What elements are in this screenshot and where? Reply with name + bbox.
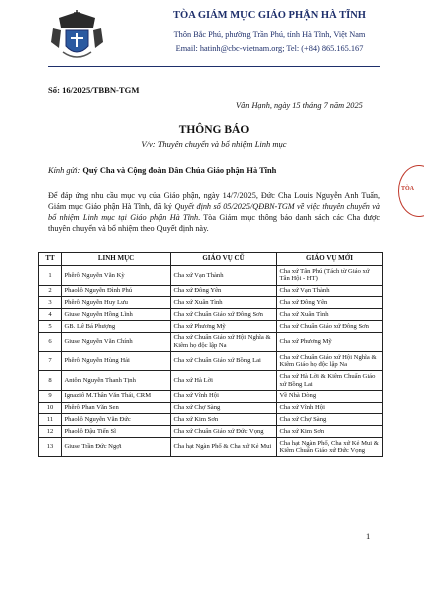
old-post: Cha xứ Xuân Tình bbox=[171, 297, 277, 309]
table-row bbox=[39, 426, 383, 438]
diocese-crest-logo bbox=[49, 8, 105, 66]
diocese-address: Thôn Bắc Phú, phường Trần Phú, tỉnh Hà Tĩnh, Việt Nam bbox=[173, 30, 366, 39]
priest-name: Ignaziô M.Thân Văn Thái, CRM bbox=[62, 390, 171, 402]
priest-name: Antôn Nguyễn Thanh Tịnh bbox=[62, 371, 171, 390]
priest-name: Phaolô Nguyễn Đình Phú bbox=[62, 285, 171, 297]
diocese-contact: Email: hatinh@cbc-vietnam.org; Tel: (+84) 865.165.167 bbox=[175, 44, 364, 53]
old-post: Cha xứ Kim Sơn bbox=[171, 414, 277, 426]
new-post: Cha xứ Hà Lời & Kiêm Chuẩn Giáo xứ Bồng Lai bbox=[277, 371, 383, 390]
old-post: Cha xứ Hà Lời bbox=[171, 371, 277, 390]
header-tt: TT bbox=[39, 253, 62, 266]
table-row bbox=[39, 332, 383, 351]
new-post: Cha hạt Ngàn Phố, Cha xứ Kẻ Mui & Kiêm Chuẩn Giáo xứ Đức Vọng bbox=[277, 437, 383, 456]
priest-name: Phêrô Nguyễn Văn Kỳ bbox=[62, 266, 171, 285]
priest-name: Giuse Nguyễn Văn Chính bbox=[62, 332, 171, 351]
row-number: 1 bbox=[39, 266, 62, 285]
new-post: Cha xứ Vạn Thành bbox=[277, 285, 383, 297]
new-post: Cha xứ Xuân Tình bbox=[277, 309, 383, 321]
table-row bbox=[39, 414, 383, 426]
priest-name: Phêrô Nguyễn Hùng Hải bbox=[62, 352, 171, 371]
recipient-label: Kính gửi: bbox=[48, 166, 81, 175]
old-post: Cha xứ Vĩnh Hội bbox=[171, 390, 277, 402]
table-row bbox=[39, 390, 383, 402]
row-number: 11 bbox=[39, 414, 62, 426]
stamp-text: TÒA bbox=[401, 186, 415, 192]
diocese-name: TÒA GIÁM MỤC GIÁO PHẬN HÀ TĨNH bbox=[173, 10, 366, 21]
old-post: Cha xứ Chợ Sàng bbox=[171, 402, 277, 414]
new-post: Cha xứ Kim Sơn bbox=[277, 426, 383, 438]
table-row bbox=[39, 285, 383, 297]
decision-reference: Quyết định số 05/2025/QĐBN-TGM về việc thuyên chuyển và bổ nhiệm Linh mục tại Giáo phận Hà Tĩnh bbox=[48, 202, 380, 222]
row-number: 10 bbox=[39, 402, 62, 414]
table-header-row bbox=[39, 253, 383, 266]
priest-name: Giuse Trần Đức Ngợi bbox=[62, 437, 171, 456]
row-number: 7 bbox=[39, 352, 62, 371]
page-number: 1 bbox=[366, 531, 371, 541]
new-post: Cha xứ Chuẩn Giáo xứ Hội Nghĩa & Kiêm Giáo họ độc lập Na bbox=[277, 352, 383, 371]
new-post: Cha xứ Phương Mỹ bbox=[277, 332, 383, 351]
old-post: Cha xứ Chuẩn Giáo xứ Bồng Lai bbox=[171, 352, 277, 371]
new-post: Cha xứ Chuẩn Giáo xứ Đông Sơn bbox=[277, 320, 383, 332]
body-text-1: Để đáp ứng nhu cầu mục vụ của Giáo phận, ngày 14/7/2025, Đức Cha Louis Nguyễn Anh Tuấn, Giám mục Giáo phận Hà Tĩnh, đã ký bbox=[48, 191, 380, 211]
table-row bbox=[39, 437, 383, 456]
row-number: 4 bbox=[39, 309, 62, 321]
header-new-post: GIÁO VỤ MỚI bbox=[277, 253, 383, 266]
old-post: Cha xứ Đông Yên bbox=[171, 285, 277, 297]
document-number: Số: 16/2025/TBBN-TGM bbox=[48, 85, 140, 95]
recipient-value: Quý Cha và Cộng đoàn Dân Chúa Giáo phận Hà Tĩnh bbox=[82, 166, 277, 175]
old-post: Cha xứ Chuẩn Giáo xứ Hội Nghĩa & Kiêm họ độc lập Na bbox=[171, 332, 277, 351]
old-post: Cha xứ Chuẩn Giáo xứ Đông Sơn bbox=[171, 309, 277, 321]
assignment-table bbox=[38, 252, 383, 457]
priest-name: Phêrô Phan Văn Sen bbox=[62, 402, 171, 414]
new-post: Cha xứ Tân Phú (Tách từ Giáo xứ Tân Hội - HT) bbox=[277, 266, 383, 285]
new-post: Cha xứ Vĩnh Hội bbox=[277, 402, 383, 414]
document-subject: V/v: Thuyên chuyển và bổ nhiệm Linh mục bbox=[141, 139, 287, 149]
priest-name: Giuse Nguyễn Hồng Lĩnh bbox=[62, 309, 171, 321]
priest-name: Phaolô Đậu Tiến Sĩ bbox=[62, 426, 171, 438]
table-row bbox=[39, 320, 383, 332]
place-date: Vân Hạnh, ngày 15 tháng 7 năm 2025 bbox=[236, 101, 363, 110]
table-row bbox=[39, 266, 383, 285]
row-number: 9 bbox=[39, 390, 62, 402]
table-row bbox=[39, 402, 383, 414]
row-number: 3 bbox=[39, 297, 62, 309]
body-paragraph bbox=[48, 190, 380, 234]
table-row bbox=[39, 297, 383, 309]
header-old-post: GIÁO VỤ CŨ bbox=[171, 253, 277, 266]
priest-name: GB. Lê Bá Phượng bbox=[62, 320, 171, 332]
header-priest: LINH MỤC bbox=[62, 253, 171, 266]
priest-name: Phêrô Nguyễn Huy Lưu bbox=[62, 297, 171, 309]
row-number: 8 bbox=[39, 371, 62, 390]
header-divider bbox=[48, 66, 380, 67]
new-post: Cha xứ Đông Yên bbox=[277, 297, 383, 309]
new-post: Về Nhà Dòng bbox=[277, 390, 383, 402]
recipient-line bbox=[48, 166, 276, 175]
new-post: Cha xứ Chợ Sàng bbox=[277, 414, 383, 426]
old-post: Cha xứ Phương Mỹ bbox=[171, 320, 277, 332]
priest-name: Phaolô Nguyễn Văn Đức bbox=[62, 414, 171, 426]
body-text-2: . Tòa Giám mục thông báo danh sách các Cha được thuyên chuyển và bổ nhiệm theo Quyết định này. bbox=[48, 213, 380, 233]
row-number: 6 bbox=[39, 332, 62, 351]
row-number: 12 bbox=[39, 426, 62, 438]
old-post: Cha xứ Chuẩn Giáo xứ Đức Vọng bbox=[171, 426, 277, 438]
row-number: 5 bbox=[39, 320, 62, 332]
document-title: THÔNG BÁO bbox=[178, 124, 250, 136]
table-row bbox=[39, 309, 383, 321]
row-number: 2 bbox=[39, 285, 62, 297]
table-row bbox=[39, 371, 383, 390]
table-row bbox=[39, 352, 383, 371]
row-number: 13 bbox=[39, 437, 62, 456]
old-post: Cha hạt Ngàn Phố & Cha xứ Kẻ Mui bbox=[171, 437, 277, 456]
old-post: Cha xứ Vạn Thành bbox=[171, 266, 277, 285]
assignment-table-wrap bbox=[38, 252, 382, 457]
